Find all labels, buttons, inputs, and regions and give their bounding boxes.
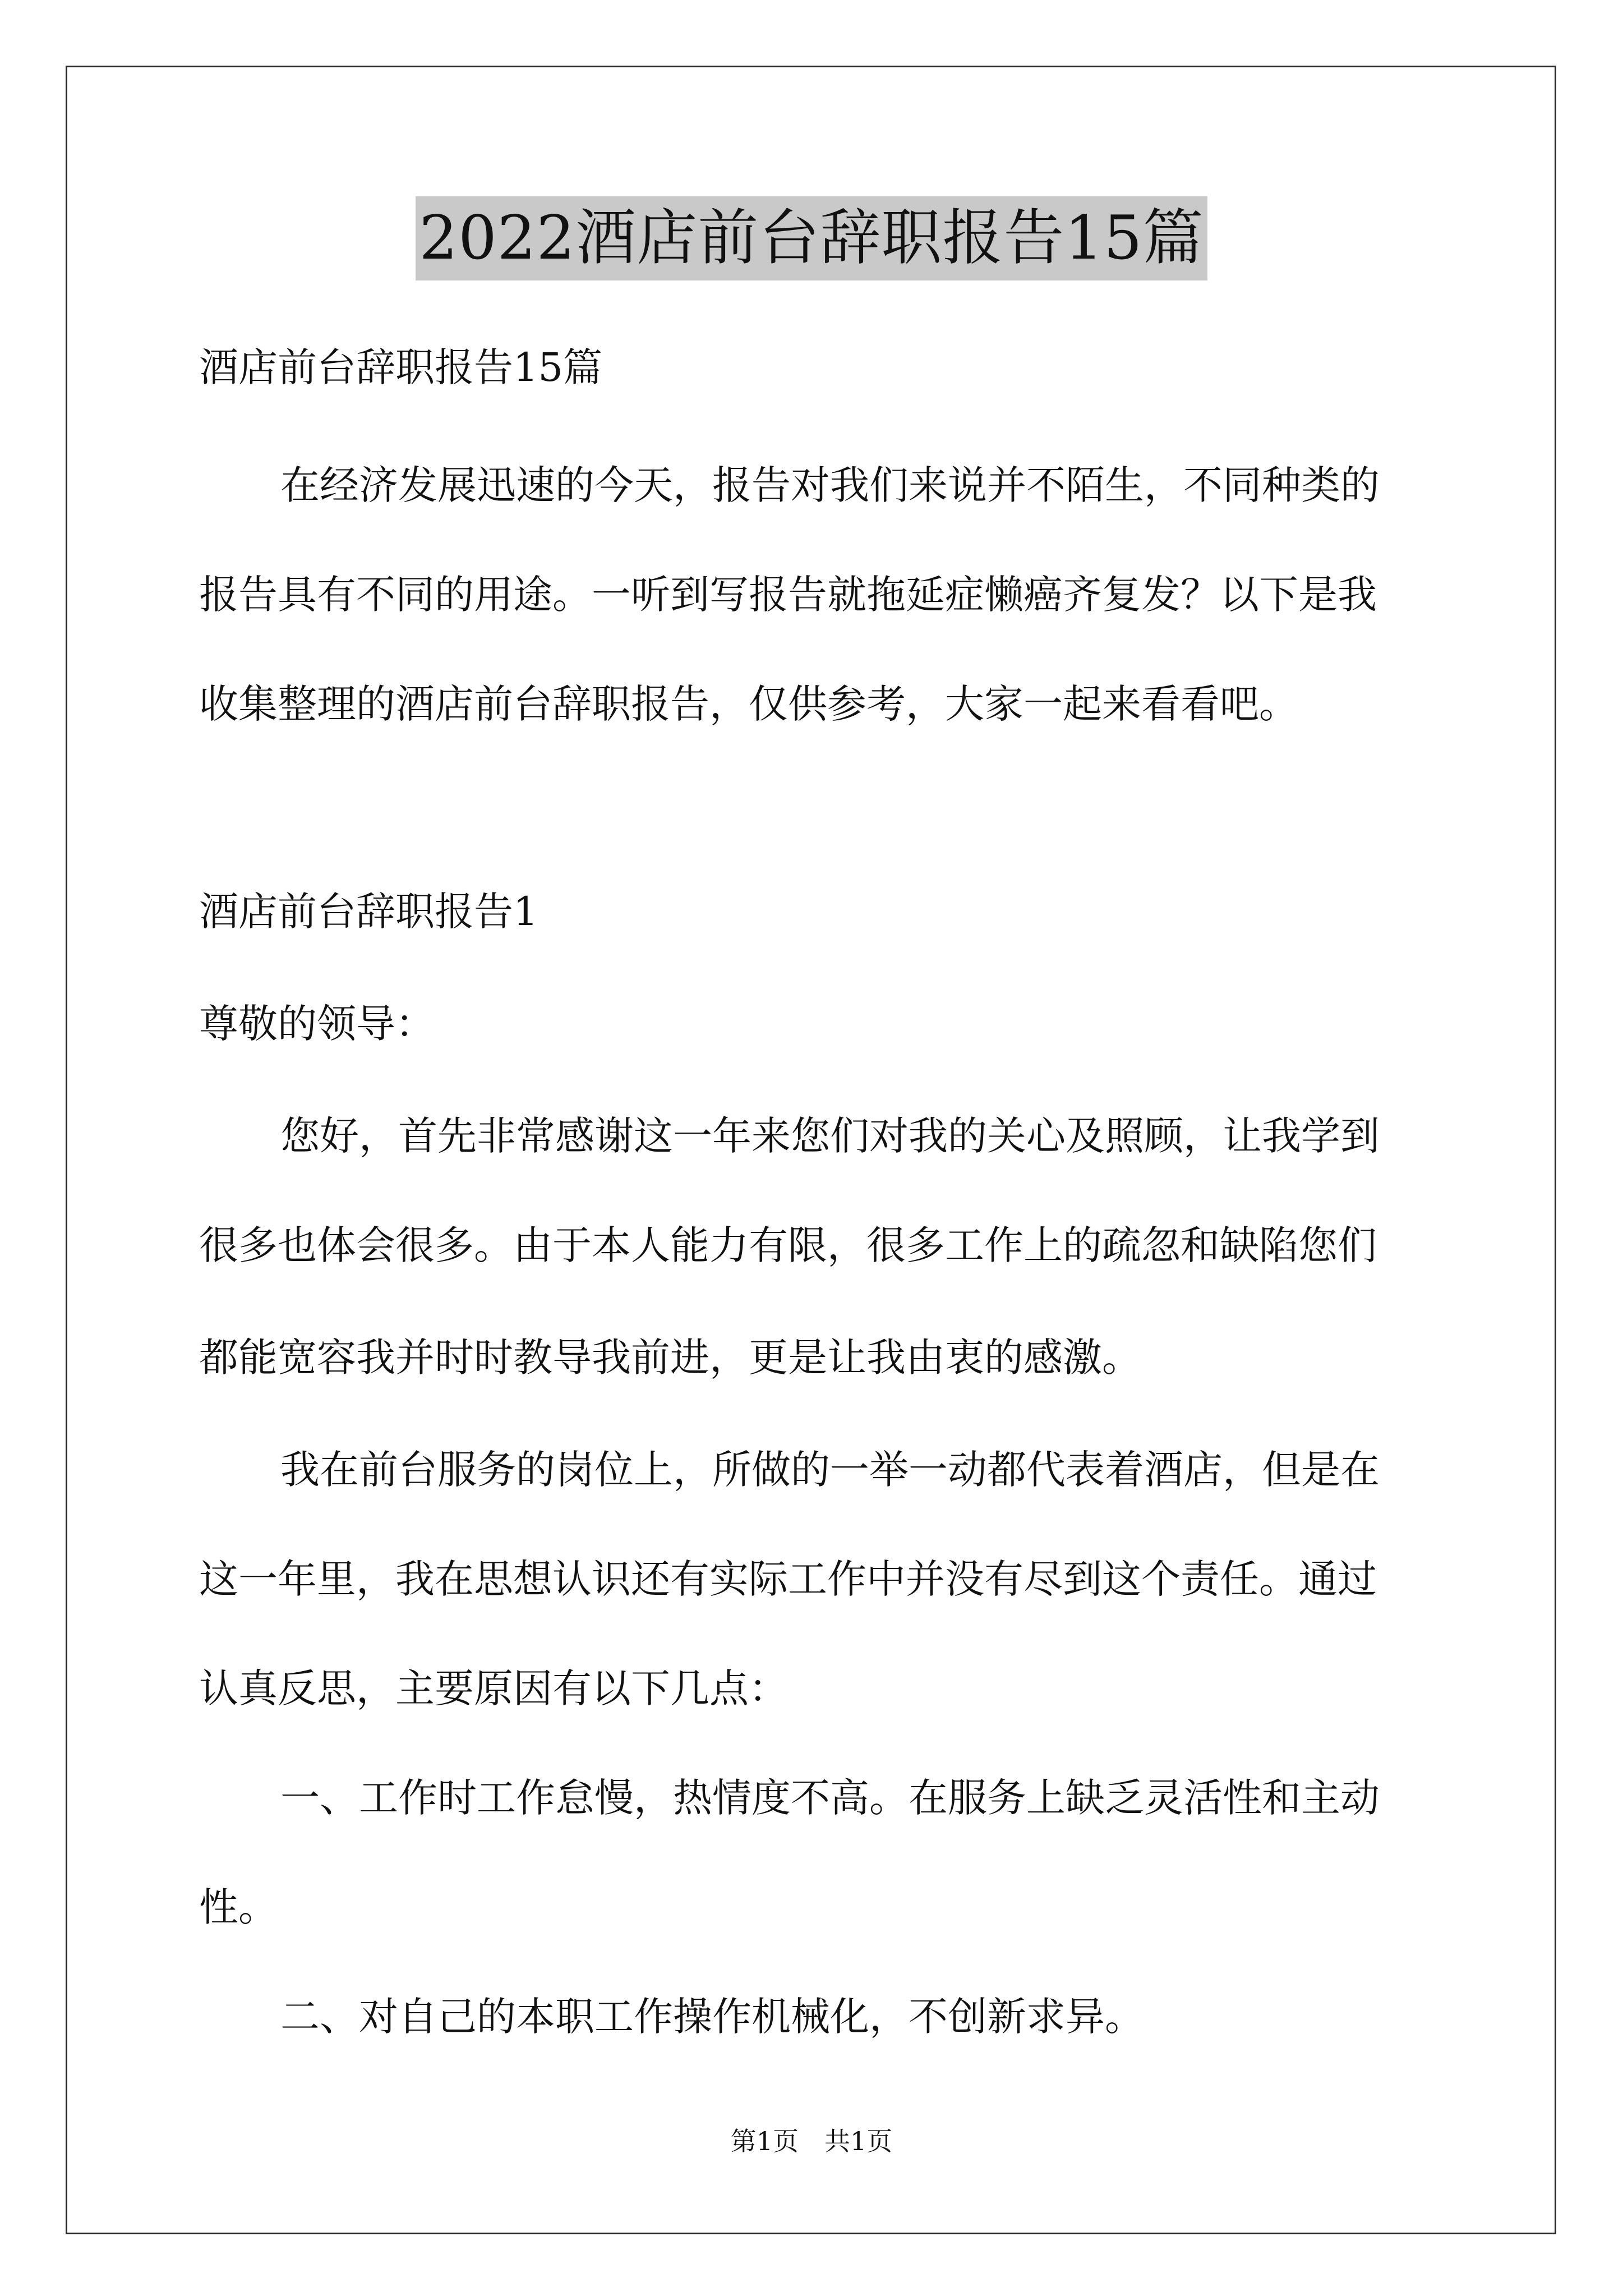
text-line: 很多也体会很多。由于本人能力有限，很多工作上的疏忽和缺陷您们 xyxy=(199,1222,1377,1268)
salutation: 尊敬的领导： xyxy=(199,1001,435,1047)
document-title: 2022酒店前台辞职报告15篇 xyxy=(416,196,1207,280)
text-line: 这一年里，我在思想认识还有实际工作中并没有尽到这个责任。通过 xyxy=(199,1556,1377,1602)
text-line: 性。 xyxy=(199,1884,278,1930)
text-line: 认真反思，主要原因有以下几点： xyxy=(199,1665,788,1711)
text-line: 我在前台服务的岗位上，所做的一举一动都代表着酒店，但是在 xyxy=(280,1447,1380,1493)
section-heading: 酒店前台辞职报告1 xyxy=(199,889,538,935)
text-line: 一、工作时工作怠慢，热情度不高。在服务上缺乏灵活性和主动 xyxy=(280,1775,1380,1821)
page-footer: 第1页 共1页 xyxy=(730,2126,893,2156)
text-line: 二、对自己的本职工作操作机械化，不创新求异。 xyxy=(280,1994,1144,2040)
text-line: 收集整理的酒店前台辞职报告，仅供参考，大家一起来看看吧。 xyxy=(199,681,1298,727)
text-line: 您好，首先非常感谢这一年来您们对我的关心及照顾，让我学到 xyxy=(280,1113,1380,1159)
title-wrap xyxy=(0,196,1623,280)
text-line: 都能宽容我并时时教导我前进，更是让我由衷的感激。 xyxy=(199,1335,1141,1381)
text-line: 在经济发展迅速的今天，报告对我们来说并不陌生，不同种类的 xyxy=(280,462,1380,508)
text-line: 报告具有不同的用途。一听到写报告就拖延症懒癌齐复发？以下是我 xyxy=(199,572,1377,618)
subtitle-line: 酒店前台辞职报告15篇 xyxy=(199,344,603,390)
